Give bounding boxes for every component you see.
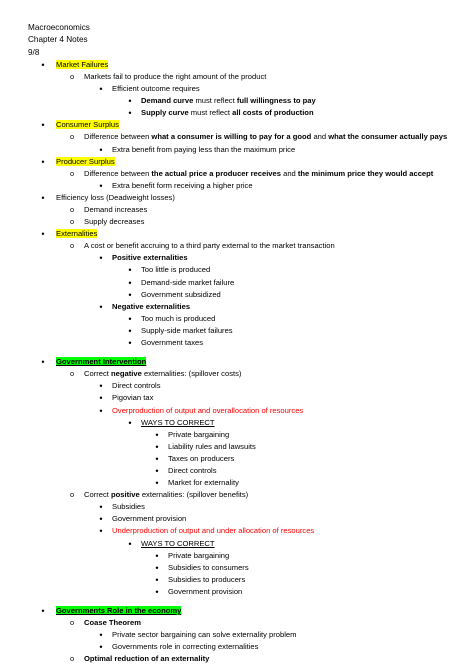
filled-bullet-icon: • xyxy=(155,550,159,561)
filled-bullet-icon: • xyxy=(99,514,103,525)
outline-item xyxy=(0,240,474,252)
filled-bullet-icon: • xyxy=(41,120,45,131)
outline-text: Demand curve xyxy=(141,96,194,106)
filled-bullet-icon: • xyxy=(128,325,132,336)
filled-bullet-icon: • xyxy=(99,630,103,641)
outline-text: Negative externalities xyxy=(112,301,191,311)
outline-text: Taxes on producers xyxy=(168,453,235,463)
filled-bullet-icon: • xyxy=(99,144,103,155)
outline-text: and xyxy=(280,168,298,178)
outline-text: what the consumer actually pays xyxy=(328,132,448,142)
outline-text: Government subsidized xyxy=(141,289,221,299)
outline-text: Difference between xyxy=(84,168,152,178)
outline-text: Government taxes xyxy=(141,338,204,348)
outline-item xyxy=(0,228,474,240)
outline-text: must reflect xyxy=(188,108,233,118)
outline-item xyxy=(0,325,474,337)
highlighted-heading: Externalities xyxy=(56,229,98,239)
outline-text: Liability rules and lawsuits xyxy=(168,441,256,451)
outline-item xyxy=(0,356,474,368)
outline-text: Direct controls xyxy=(168,465,217,475)
outline-text: Overproduction of output and overallocation of resources xyxy=(112,405,304,415)
filled-bullet-icon: • xyxy=(41,606,45,617)
filled-bullet-icon: • xyxy=(99,253,103,264)
outline-item xyxy=(0,417,474,429)
outline-item xyxy=(0,301,474,313)
outline-item xyxy=(0,168,474,180)
outline-item xyxy=(0,489,474,501)
outline-text: Government provision xyxy=(168,586,243,596)
filled-bullet-icon: • xyxy=(41,229,45,240)
outline-text: Governments role in correcting externalities xyxy=(112,642,259,652)
outline-item xyxy=(0,264,474,276)
outline-item xyxy=(0,83,474,95)
outline-text: Demand increases xyxy=(84,205,148,215)
filled-bullet-icon: • xyxy=(99,405,103,416)
filled-bullet-icon: • xyxy=(99,502,103,513)
filled-bullet-icon: • xyxy=(128,338,132,349)
outline-item xyxy=(0,405,474,417)
outline-text: Subsidies to producers xyxy=(168,574,246,584)
filled-bullet-icon: • xyxy=(155,465,159,476)
outline-text: Direct controls xyxy=(112,381,161,391)
outline-item xyxy=(0,525,474,537)
outline-text: Too much is produced xyxy=(141,313,216,323)
outline-item xyxy=(0,441,474,453)
outline-text: WAYS TO CORRECT xyxy=(141,538,215,548)
hollow-bullet-icon: o xyxy=(69,618,75,628)
filled-bullet-icon: • xyxy=(41,357,45,368)
outline-item xyxy=(0,429,474,441)
outline-item xyxy=(0,59,474,71)
outline-item xyxy=(0,204,474,216)
outline-text: the minimum price they would accept xyxy=(297,168,434,178)
highlighted-heading: Market Failures xyxy=(56,59,109,69)
doc-date: 9/8 xyxy=(28,47,40,57)
outline-text: Private bargaining xyxy=(168,429,230,439)
filled-bullet-icon: • xyxy=(99,381,103,392)
outline-item xyxy=(0,119,474,131)
outline-item xyxy=(0,550,474,562)
outline-text: Extra benefit from paying less than the maximum price xyxy=(112,144,296,154)
outline-item xyxy=(0,605,474,617)
outline-item xyxy=(0,95,474,107)
outline-item xyxy=(0,641,474,653)
outline-text: and xyxy=(311,132,329,142)
outline-item xyxy=(0,513,474,525)
filled-bullet-icon: • xyxy=(128,313,132,324)
hollow-bullet-icon: o xyxy=(69,205,75,215)
filled-bullet-icon: • xyxy=(128,277,132,288)
outline-item xyxy=(0,477,474,489)
outline-item xyxy=(0,453,474,465)
outline-text: Demand-side market failure xyxy=(141,277,235,287)
highlighted-heading: Governments Role in the economy xyxy=(56,606,182,616)
outline-text: Private sector bargaining can solve externality problem xyxy=(112,630,297,640)
outline-text: Too little is produced xyxy=(141,265,211,275)
outline-item xyxy=(0,629,474,641)
outline-item xyxy=(0,289,474,301)
outline-item xyxy=(0,562,474,574)
outline-text: Subsidies to consumers xyxy=(168,562,249,572)
filled-bullet-icon: • xyxy=(155,441,159,452)
outline-text: Extra benefit form receiving a higher price xyxy=(112,180,253,190)
outline-text: all costs of production xyxy=(232,108,314,118)
notes-outline xyxy=(0,59,474,665)
outline-item xyxy=(0,392,474,404)
outline-text: Supply-side market failures xyxy=(141,325,233,335)
filled-bullet-icon: • xyxy=(155,574,159,585)
filled-bullet-icon: • xyxy=(155,478,159,489)
outline-item xyxy=(0,586,474,598)
outline-item xyxy=(0,653,474,665)
outline-item xyxy=(0,156,474,168)
filled-bullet-icon: • xyxy=(99,84,103,95)
outline-text: positive xyxy=(111,490,140,500)
doc-course-title: Macroeconomics xyxy=(28,23,90,32)
filled-bullet-icon: • xyxy=(155,586,159,597)
filled-bullet-icon: • xyxy=(99,642,103,653)
outline-item xyxy=(0,277,474,289)
outline-item xyxy=(0,107,474,119)
outline-text: Market for externality xyxy=(168,478,239,488)
outline-text: Government provision xyxy=(112,514,187,524)
highlighted-heading: Government Intervention xyxy=(56,357,147,367)
outline-text: Supply curve xyxy=(141,108,189,118)
hollow-bullet-icon: o xyxy=(69,217,75,227)
outline-item xyxy=(0,538,474,550)
outline-item xyxy=(0,192,474,204)
outline-item xyxy=(0,313,474,325)
outline-text: Optimal reduction of an externality xyxy=(84,654,210,664)
filled-bullet-icon: • xyxy=(41,156,45,167)
outline-item xyxy=(0,574,474,586)
hollow-bullet-icon: o xyxy=(69,369,75,379)
outline-item xyxy=(0,617,474,629)
outline-text: must reflect xyxy=(193,96,237,106)
filled-bullet-icon: • xyxy=(128,265,132,276)
hollow-bullet-icon: o xyxy=(69,168,75,178)
outline-text: Efficiency loss (Deadweight losses) xyxy=(56,192,175,202)
outline-text: Efficient outcome requires xyxy=(112,84,200,94)
filled-bullet-icon: • xyxy=(99,393,103,404)
outline-item xyxy=(0,465,474,477)
outline-text: Private bargaining xyxy=(168,550,230,560)
outline-text: Difference between xyxy=(84,132,152,142)
outline-text: Markets fail to produce the right amount of the product xyxy=(84,71,267,81)
outline-item xyxy=(0,380,474,392)
highlighted-heading: Consumer Surplus xyxy=(56,120,119,130)
outline-text: Underproduction of output and under allocation of resources xyxy=(112,526,315,536)
outline-item xyxy=(0,337,474,349)
outline-text: full willingness to pay xyxy=(236,96,316,106)
outline-text: negative xyxy=(111,369,142,379)
filled-bullet-icon: • xyxy=(155,453,159,464)
outline-item xyxy=(0,252,474,264)
outline-text: externalities: (spillover benefits) xyxy=(139,490,249,500)
outline-text: Positive externalities xyxy=(112,253,188,263)
outline-text: Subsidies xyxy=(112,502,145,512)
outline-item xyxy=(0,368,474,380)
hollow-bullet-icon: o xyxy=(69,490,75,500)
filled-bullet-icon: • xyxy=(99,180,103,191)
filled-bullet-icon: • xyxy=(41,59,45,70)
filled-bullet-icon: • xyxy=(155,429,159,440)
outline-text: A cost or benefit accruing to a third party external to the market transaction xyxy=(84,241,335,251)
outline-text: Pigovian tax xyxy=(112,393,154,403)
outline-text: the actual price a producer receives xyxy=(151,168,281,178)
filled-bullet-icon: • xyxy=(99,526,103,537)
outline-item xyxy=(0,501,474,513)
outline-text: Supply decreases xyxy=(84,217,145,227)
doc-chapter-title: Chapter 4 Notes xyxy=(28,35,88,45)
outline-text: Correct xyxy=(84,490,112,500)
outline-item xyxy=(0,131,474,143)
outline-item xyxy=(0,71,474,83)
outline-text: Correct xyxy=(84,369,112,379)
hollow-bullet-icon: o xyxy=(69,241,75,251)
filled-bullet-icon: • xyxy=(128,538,132,549)
filled-bullet-icon: • xyxy=(128,417,132,428)
outline-text: externalities: (spillover costs) xyxy=(141,369,242,379)
outline-item xyxy=(0,180,474,192)
filled-bullet-icon: • xyxy=(128,108,132,119)
outline-text: Coase Theorem xyxy=(84,618,141,628)
outline-item xyxy=(0,144,474,156)
hollow-bullet-icon: o xyxy=(69,654,75,664)
hollow-bullet-icon: o xyxy=(69,132,75,142)
hollow-bullet-icon: o xyxy=(69,71,75,81)
filled-bullet-icon: • xyxy=(41,192,45,203)
filled-bullet-icon: • xyxy=(128,289,132,300)
filled-bullet-icon: • xyxy=(128,96,132,107)
highlighted-heading: Producer Surplus xyxy=(56,156,115,166)
outline-text: what a consumer is willing to pay for a good xyxy=(151,132,312,142)
filled-bullet-icon: • xyxy=(155,562,159,573)
filled-bullet-icon: • xyxy=(99,301,103,312)
outline-text: WAYS TO CORRECT xyxy=(141,417,215,427)
outline-item xyxy=(0,216,474,228)
